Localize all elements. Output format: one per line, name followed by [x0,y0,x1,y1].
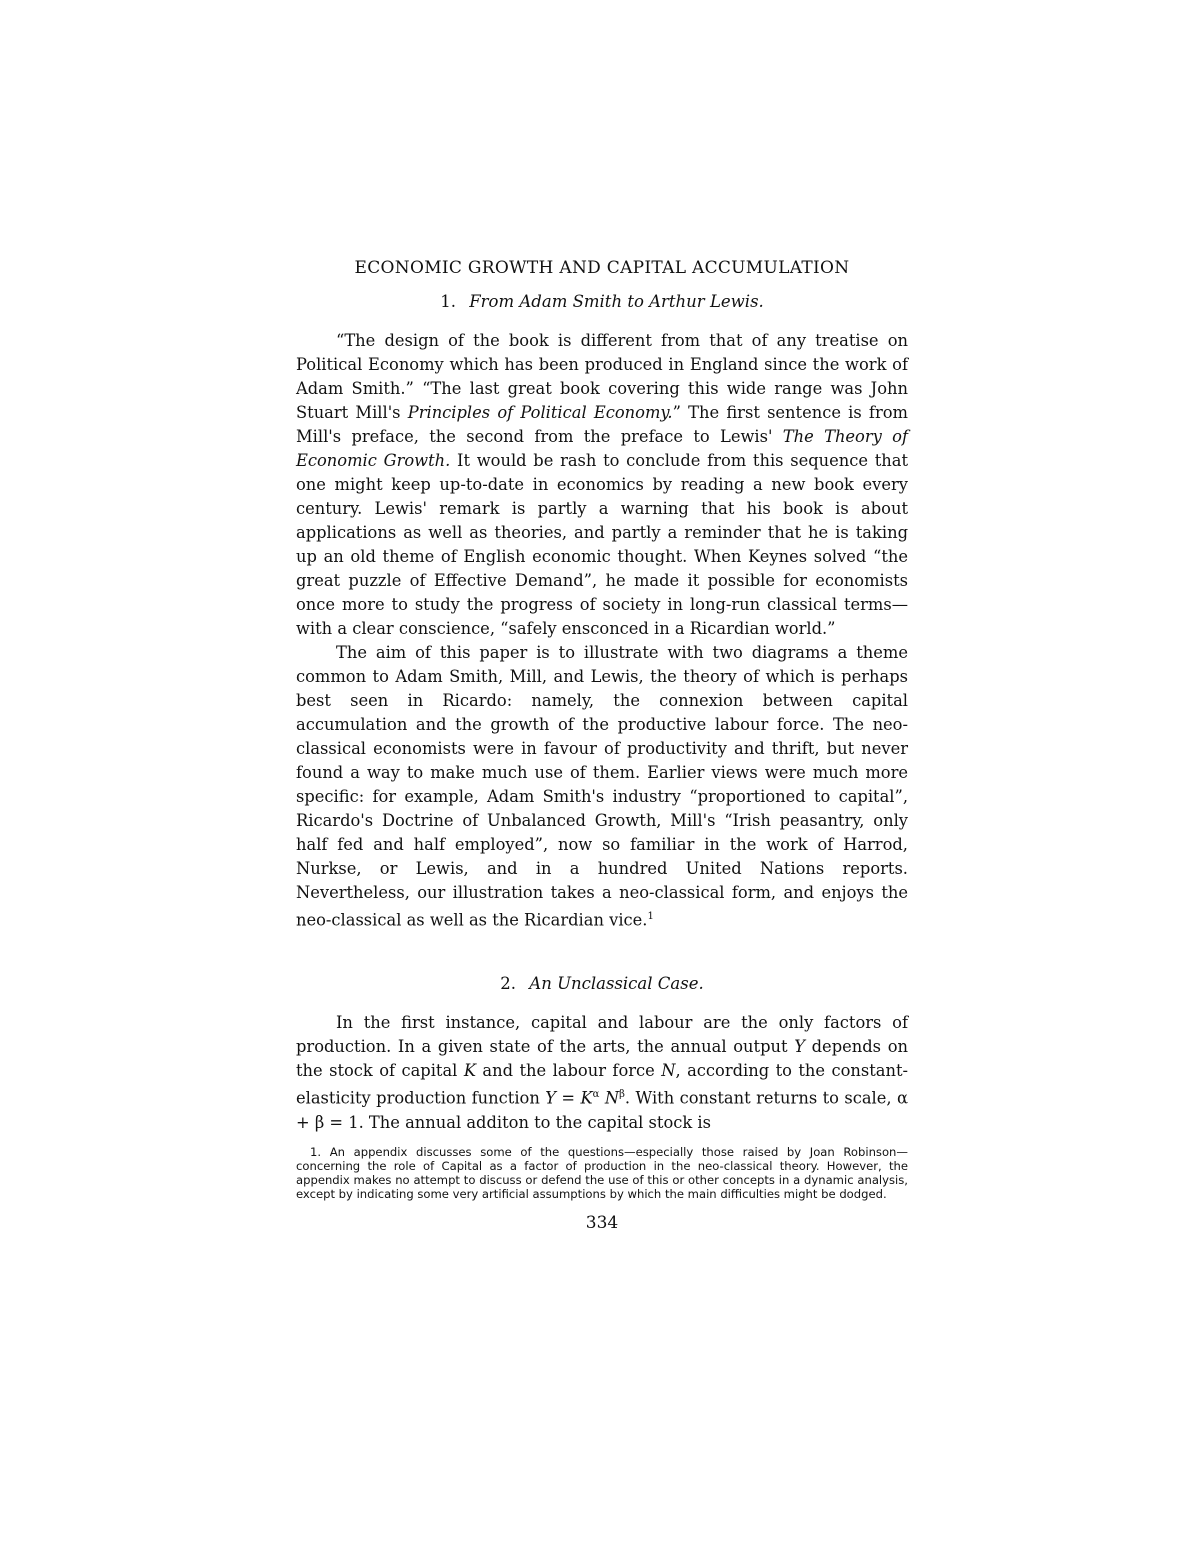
footnote-reference: 1 [647,911,654,922]
paragraph-3-text-e: . With constant returns to scale, α + β = 1. The annual additon to the capital stock is [296,1088,909,1132]
section-1-title: From Adam Smith to Arthur Lewis. [469,292,764,311]
paragraph-1 [296,329,908,641]
paragraph-1-italic-b: The Theory of Economic Growth. [296,427,908,470]
paragraph-1-text-c: It would be rash to conclude from this sequence that one might keep up-to-date in economics by reading a new book every century. Lewis' remark is partly a warning that his book is about applications as well as theories, and partly a reminder that he is taking up an old theme of English economic thought. When Keynes solved “the great puzzle of Effective Demand”, he made it possible for economists once more to study the progress of society in long-run classical terms—with a clear conscience, “safely ensconced in a Ricardian world.” [296,451,909,638]
paper-title: ECONOMIC GROWTH AND CAPITAL ACCUMULATION [354,258,850,278]
alpha-exponent: α [592,1089,600,1101]
section-2-number: 2. [500,974,517,994]
paragraph-3-text-d: , according to the constant-elasticity production function [296,1061,908,1108]
section-1-number: 1. [440,292,456,311]
section-2-heading [296,974,908,993]
footnote-mark: 1. [310,1144,322,1159]
variable-Y: Y [794,1037,805,1057]
paragraph-3 [296,1011,908,1134]
paragraph-1-text-a: “The design of the book is different from that of any treatise on Political Economy which has been produced in England since the work of Adam Smith.” “The last great book covering this wide range was John Stuart Mill's [296,331,908,422]
section-2-title: An Unclassical Case. [529,974,704,994]
text-column [296,258,908,1233]
paragraph-3-text-b: depends on the stock of capital [296,1037,908,1081]
variable-K: K [463,1061,476,1081]
footnote [296,1145,908,1201]
variable-N: N [661,1061,676,1081]
page-number: 334 [585,1212,619,1233]
paragraph-3-text-a: In the first instance, capital and labour are the only factors of production. In a given state of the arts, the annual output [296,1013,908,1057]
footnote-text: An appendix discusses some of the questions—especially those raised by Joan Robinson—concerning the role of Capital as a factor of production in the neo-classical theory. However, the appendix makes no attempt to discuss or defend the use of this or other concepts in a dynamic analysis, except by indicating some very artificial assumptions by which the main difficulties might be dodged. [296,1144,909,1201]
production-function-N: N [599,1088,620,1108]
paragraph-1-italic-a: Principles of Political Economy. [407,403,673,422]
paragraph-1-text-b: ” The first sentence is from Mill's preface, the second from the preface to Lewis' [296,403,908,446]
production-function: Y = K [545,1088,593,1108]
paragraph-3-text-c: and the labour force [476,1061,662,1081]
beta-exponent: β [619,1089,625,1101]
paragraph-2-text: The aim of this paper is to illustrate with two diagrams a theme common to Adam Smith, Mill, and Lewis, the theory of which is perhaps best seen in Ricardo: namely, the connexion between capital accumulation and the growth of the productive labour force. The neo-classical economists were in favour of productivity and thrift, but never found a way to make much use of them. Earlier views were much more specific: for example, Adam Smith's industry “proportioned to capital”, Ricardo's Doctrine of Unbalanced Growth, Mill's “Irish peasantry, only half fed and half employed”, now so familiar in the work of Harrod, Nurkse, or Lewis, and in a hundred United Nations reports. Nevertheless, our illustration takes a neo-classical form, and enjoys the neo-classical as well as the Ricardian vice. [296,643,908,930]
section-1-heading [296,292,908,311]
paragraph-2 [296,641,908,932]
